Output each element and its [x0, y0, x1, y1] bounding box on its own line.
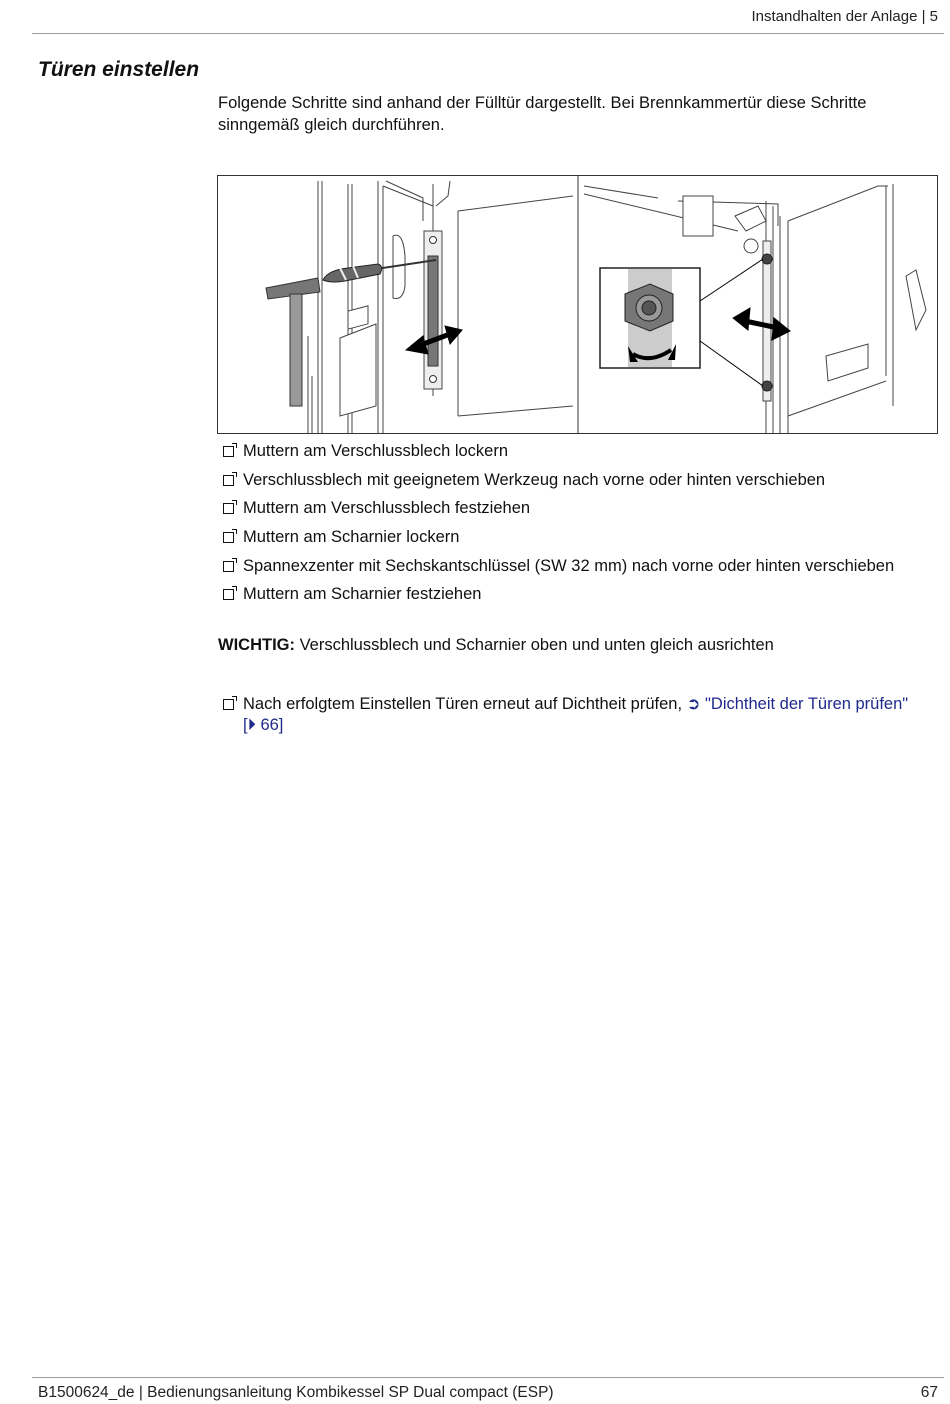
checkbox-icon: [223, 699, 234, 710]
right-double-arrow: [733, 308, 790, 340]
important-label: WICHTIG:: [218, 636, 295, 654]
final-step-text: Nach erfolgtem Einstellen Türen erneut auf Dichtheit prüfen,: [243, 695, 683, 713]
section-title: Türen einstellen: [38, 58, 200, 81]
important-text: Verschlussblech und Scharnier oben und unten gleich ausrichten: [299, 636, 774, 654]
step-list: [222, 441, 922, 613]
important-note: [218, 635, 774, 656]
header-section-label: Instandhalten der Anlage | 5: [751, 8, 938, 25]
footer-document-info: B1500624_de | Bedienungsanleitung Kombikessel SP Dual compact (ESP): [38, 1384, 554, 1401]
list-item: Muttern am Verschlussblech festziehen: [222, 498, 922, 519]
link-arrow-icon: ➲: [686, 695, 701, 713]
left-panel-closure-plate: [308, 181, 573, 434]
checkbox-icon: [223, 446, 234, 457]
checkbox-icon: [223, 475, 234, 486]
list-item: Muttern am Scharnier festziehen: [222, 584, 922, 605]
page-header: [32, 0, 944, 34]
list-item: Muttern am Scharnier lockern: [222, 527, 922, 548]
checkbox-icon: [223, 532, 234, 543]
final-step-list: [222, 694, 922, 736]
list-item: Muttern am Verschlussblech lockern: [222, 441, 922, 462]
checkbox-icon: [223, 589, 234, 600]
page-arrow-icon: ⏵: [247, 716, 256, 734]
screwdriver-illustration: [323, 260, 436, 282]
list-item: Verschlussblech mit geeignetem Werkzeug nach vorne oder hinten verschieben: [222, 470, 922, 491]
page-number: 67: [920, 1384, 938, 1401]
intro-paragraph: Folgende Schritte sind anhand der Fülltür dargestellt. Bei Brennkammertür diese Schritte sinngemäß gleich durchführen.: [218, 94, 867, 134]
checkbox-icon: [223, 503, 234, 514]
checkbox-icon: [223, 561, 234, 572]
door-adjustment-illustration: [217, 175, 938, 434]
cross-reference-link[interactable]: "Dichtheit der Türen prüfen" [⏵ 66]: [243, 695, 909, 734]
list-item: Spannexzenter mit Sechskantschlüssel (SW 32 mm) nach vorne oder hinten verschieben: [222, 556, 922, 577]
footer-rule: [32, 1377, 944, 1378]
list-item: [222, 694, 922, 736]
